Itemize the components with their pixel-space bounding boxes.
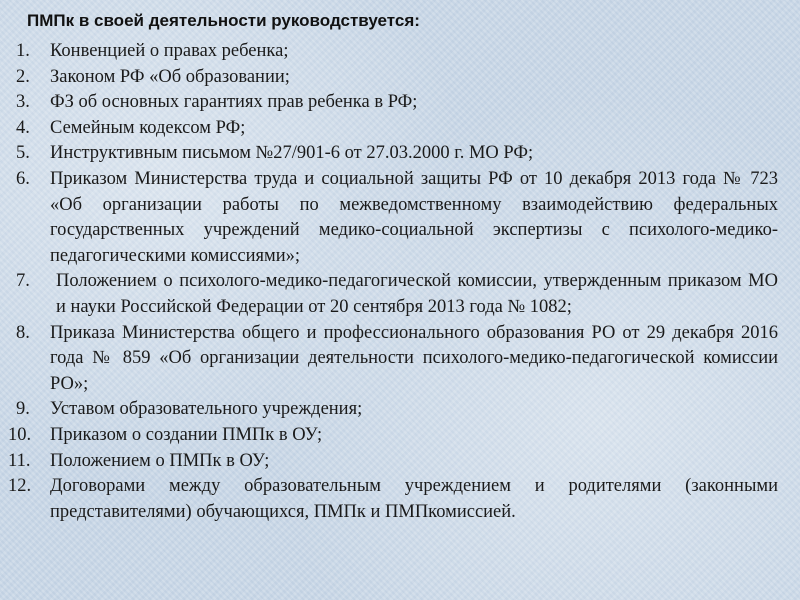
list-item-text: Семейным кодексом РФ; — [50, 117, 246, 138]
list-item-text: Приказа Министерства общего и профессионального образования РО от 29 декабря 2016 года № 859 «Об организации деятельности психолого-медико-педагогической комиссии РО»; — [50, 322, 778, 394]
list-item — [0, 65, 778, 91]
list-item — [0, 397, 778, 423]
list-item — [0, 269, 778, 320]
list-item — [0, 39, 778, 65]
list-item-number: 1. — [16, 41, 30, 61]
list-item-text: Законом РФ «Об образовании; — [50, 66, 290, 87]
list-item-number: 9. — [16, 399, 30, 420]
list-item-number: 10. — [8, 424, 32, 445]
list-item-number: 11. — [8, 450, 31, 471]
list-item — [0, 474, 778, 525]
list-item — [0, 167, 778, 269]
list-item — [0, 141, 778, 167]
list-item-text: Положением о психолого-медико-педагогической комиссии, утвержденным приказом МО и науки Российской Федерации от 20 сентября 2013 года № 1082; — [56, 271, 778, 317]
list-item-text: Инструктивным письмом №27/901-6 от 27.03.2000 г. МО РФ; — [50, 143, 534, 164]
list-item — [0, 116, 778, 142]
list-item — [0, 449, 778, 475]
list-item-number: 7. — [16, 271, 30, 292]
list-item — [0, 423, 778, 449]
list-item — [0, 90, 778, 116]
list-item-text: ФЗ об основных гарантиях прав ребенка в РФ; — [50, 92, 418, 113]
list-item — [0, 321, 778, 398]
list-item-text: Положением о ПМПк в ОУ; — [50, 450, 270, 471]
list-item-number: 2. — [16, 66, 30, 87]
list-item-number: 4. — [16, 117, 30, 138]
list-item-number: 6. — [16, 168, 30, 189]
list-item-number: 12. — [8, 476, 32, 497]
list-item-text: Уставом образовательного учреждения; — [50, 399, 363, 420]
list-item-text: Конвенцией о правах ребенка; — [50, 41, 289, 61]
list-item-number: 5. — [16, 143, 30, 164]
regulations-list — [0, 39, 778, 525]
list-item-number: 8. — [16, 322, 30, 343]
slide-heading: ПМПк в своей деятельности руководствуется: — [27, 11, 420, 30]
list-item-text: Договорами между образовательным учреждением и родителями (законными представителями) обучающихся, ПМПк и ПМПкомиссией. — [50, 476, 778, 522]
list-item-text: Приказом о создании ПМПк в ОУ; — [50, 424, 323, 445]
list-item-text: Приказом Министерства труда и социальной защиты РФ от 10 декабря 2013 года № 723 «Об организации работы по межведомственному взаимодействию федеральных государственных учреждений медико-социальной экспертизы с психолого-медико-педагогическими комиссиями»; — [50, 168, 778, 266]
list-item-number: 3. — [16, 92, 30, 113]
